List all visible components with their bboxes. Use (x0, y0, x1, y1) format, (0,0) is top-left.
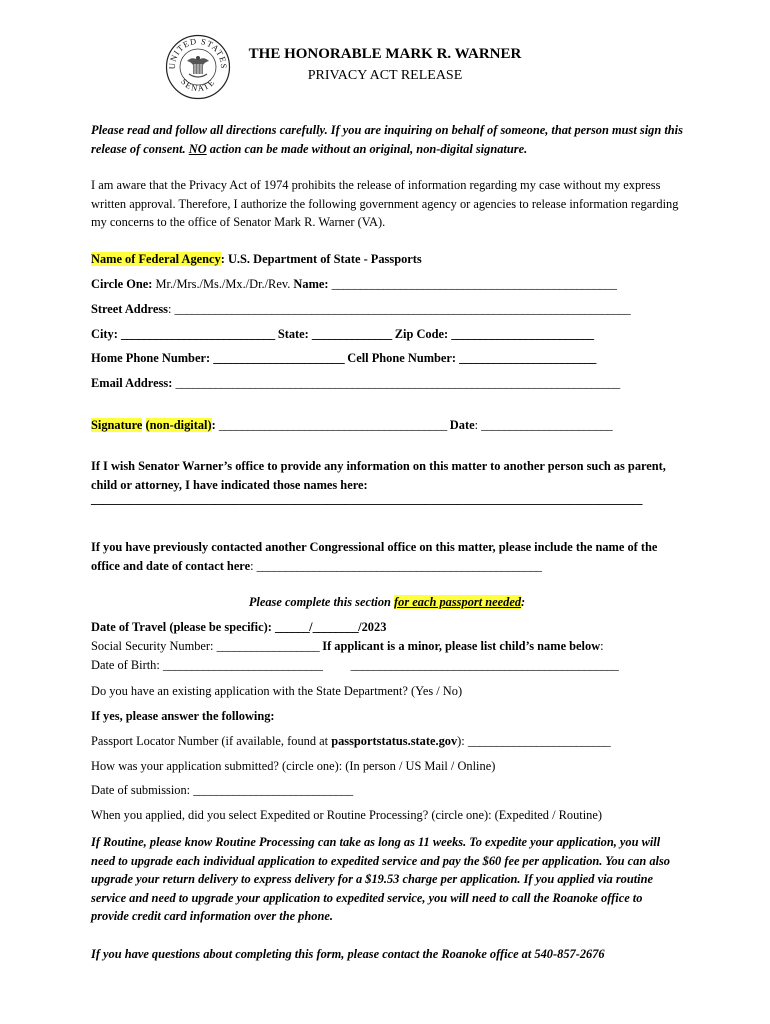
other-person-field[interactable]: _________________________________________________________________________________________ (91, 492, 643, 506)
instructions: Please read and follow all directions carefully. If you are inquiring on behalf of someone, that person must sign this release of consent. NO action can be made without an original, non-digital signature. (91, 123, 683, 156)
agency-line: Name of Federal Agency: U.S. Department of State - Passports (91, 252, 422, 266)
routine-note: If Routine, please know Routine Processing can take as long as 11 weeks. To expedite your application, you will need to upgrade each individual application to expedited service and pay the $60 fee per application. You can also upgrade your return delivery to express delivery for a $19.53 charge per application. If you applied via routine service and need to upgrade your application to expedited service, you will need to call the Roanoke office to provide credit card information over the phone. (91, 835, 670, 923)
dob-field[interactable]: ____________________________ (162, 658, 323, 672)
congressional-text: If you have previously contacted another Congressional office on this matter, please include the name of the office and date of contact here: __________________________________________________ (91, 540, 658, 573)
city-field[interactable]: ___________________________ (120, 327, 275, 341)
name-line: Circle One: Mr./Mrs./Ms./Mx./Dr./Rev. Name: __________________________________________________ (91, 277, 617, 291)
passport-section-intro: Please complete this section for each passport needed: (248, 595, 526, 609)
submission-date-line: Date of submission: ____________________________ (91, 783, 353, 797)
page-subtitle: PRIVACY ACT RELEASE (307, 68, 463, 83)
state-field[interactable]: ______________ (311, 327, 392, 341)
page-title: THE HONORABLE MARK R. WARNER (248, 46, 522, 62)
child-name-field[interactable]: _______________________________________________ (350, 658, 619, 672)
email-line: Email Address: ______________________________________________________________________________ (91, 376, 620, 390)
zip-field[interactable]: _________________________ (451, 327, 594, 341)
phone-line: Home Phone Number: _______________________ Cell Phone Number: ________________________ (91, 351, 596, 365)
ssn-field[interactable]: __________________ (216, 639, 320, 653)
agency-label: Name of Federal Agency (91, 252, 221, 266)
seal-top-text: UNITED STATES (166, 35, 230, 70)
senate-seal-icon (165, 34, 231, 100)
ssn-line: Social Security Number: __________________ If applicant is a minor, please list child’s name below: (91, 639, 604, 653)
locator-field[interactable]: _________________________ (467, 734, 611, 748)
street-field[interactable]: ________________________________________________________________________________ (174, 302, 631, 316)
agency-value: U.S. Department of State - Passports (227, 252, 422, 266)
travel-month-field[interactable]: ______ (274, 620, 310, 634)
congressional-field[interactable]: __________________________________________________ (256, 558, 542, 573)
city-line: City: ___________________________ State: ______________ Zip Code: _________________________ (91, 327, 594, 341)
street-line: Street Address: ________________________________________________________________________________ (91, 302, 631, 316)
signature-field[interactable]: ________________________________________ (218, 418, 447, 432)
home-phone-field[interactable]: _______________________ (213, 351, 345, 365)
submission-date-field[interactable]: ____________________________ (193, 783, 353, 797)
signature-date-field[interactable]: _______________________ (481, 418, 613, 432)
existing-application: Do you have an existing application with the State Department? (Yes / No) (91, 684, 463, 698)
other-person-text: If I wish Senator Warner’s office to provide any information on this matter to another person such as parent, child or attorney, I have indicated those names here: (91, 459, 666, 492)
email-field[interactable]: ______________________________________________________________________________ (175, 376, 620, 390)
name-field[interactable]: __________________________________________________ (331, 277, 617, 291)
dob-line: Date of Birth: ____________________________ _______________________________________________ (91, 658, 619, 672)
signature-line: Signature (non-digital): ________________________________________ Date: _______________________ (91, 418, 613, 432)
awareness-statement: I am aware that the Privacy Act of 1974 prohibits the release of information regarding my case without my express written approval. Therefore, I authorize the following government agency or agencies to release information regarding my concerns to the office of Senator Mark R. Warner (VA). (91, 178, 679, 229)
travel-day-field[interactable]: ________ (312, 620, 359, 634)
if-yes-heading: If yes, please answer the following: (91, 709, 275, 723)
submission-method: How was your application submitted? (circle one): (In person / US Mail / Online) (91, 759, 496, 773)
svg-text:SENATE (179, 76, 217, 93)
contact-note: If you have questions about completing this form, please contact the Roanoke office at 540-857-2676 (91, 947, 605, 961)
processing-question: When you applied, did you select Expedited or Routine Processing? (circle one): (Expedited / Routine) (91, 808, 602, 822)
travel-line: Date of Travel (please be specific): ______/________/2023 (91, 620, 387, 634)
locator-line: Passport Locator Number (if available, found at passportstatus.state.gov): _________________________ (91, 734, 611, 748)
cell-phone-field[interactable]: ________________________ (459, 351, 596, 365)
seal-bottom-text: SENATE (178, 76, 218, 94)
